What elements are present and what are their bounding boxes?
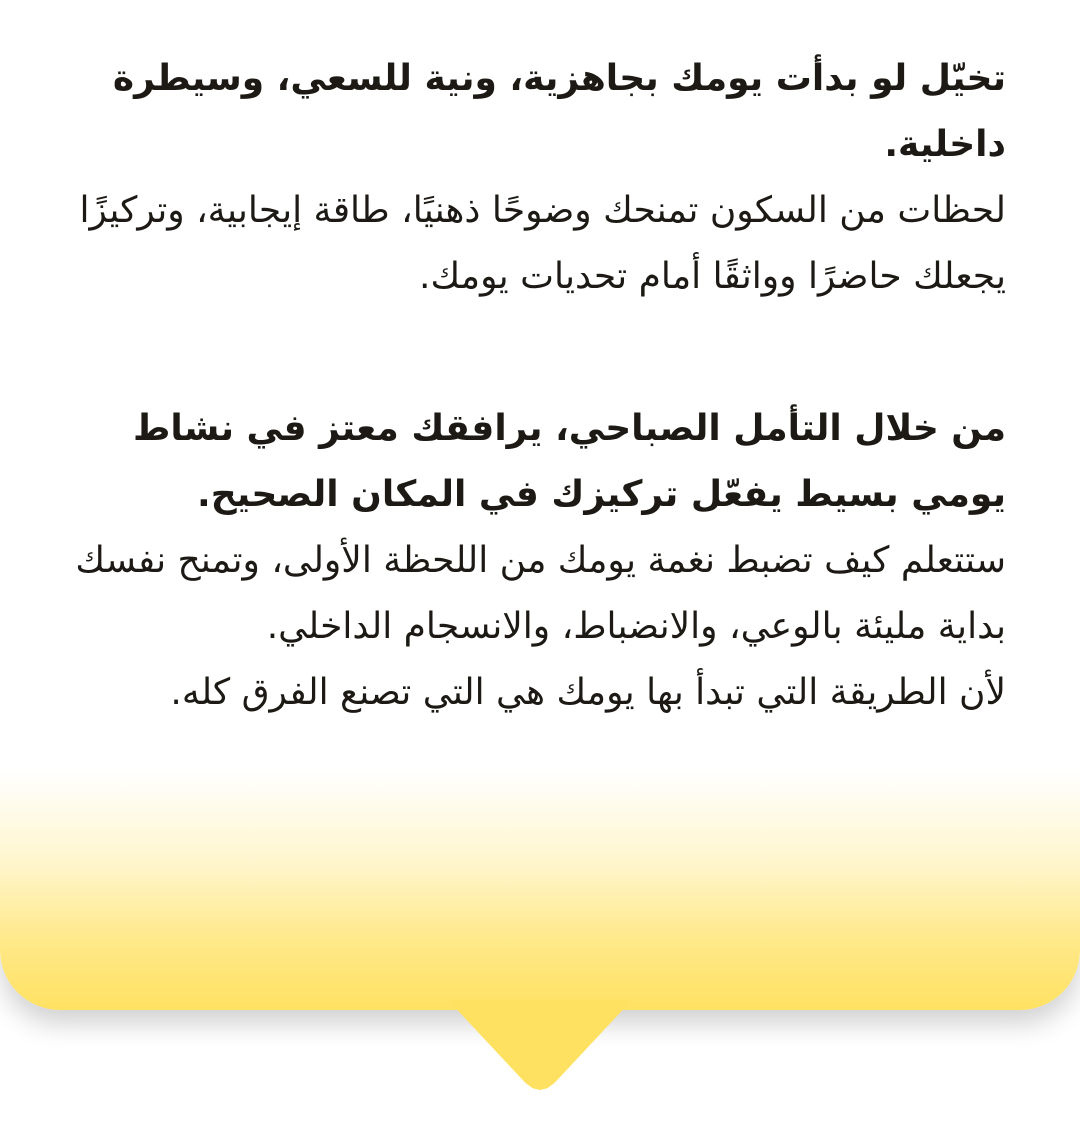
section1-body: لحظات من السكون تمنحك وضوحًا ذهنيًا، طاقة إيجابية، وتركيزًا يجعلك حاضرًا وواثقًا أمام تحديات يومك. xyxy=(79,190,1006,297)
bubble-pointer xyxy=(448,1000,632,1090)
section2-body: ستتعلم كيف تضبط نغمة يومك من اللحظة الأولى، وتمنح نفسك بداية مليئة بالوعي، والانضباط، والانسجام الداخلي. xyxy=(75,540,1006,647)
section1-heading: تخيّل لو بدأت يومك بجاهزية، ونية للسعي، وسيطرة داخلية. xyxy=(112,58,1006,165)
section-spacer xyxy=(74,310,1006,396)
section2-closing: لأن الطريقة التي تبدأ بها يومك هي التي تصنع الفرق كله. xyxy=(170,672,1006,713)
section2-heading: من خلال التأمل الصباحي، يرافقك معتز في نشاط يومي بسيط يفعّل تركيزك في المكان الصحيح. xyxy=(132,408,1006,515)
text-content xyxy=(74,46,1006,726)
